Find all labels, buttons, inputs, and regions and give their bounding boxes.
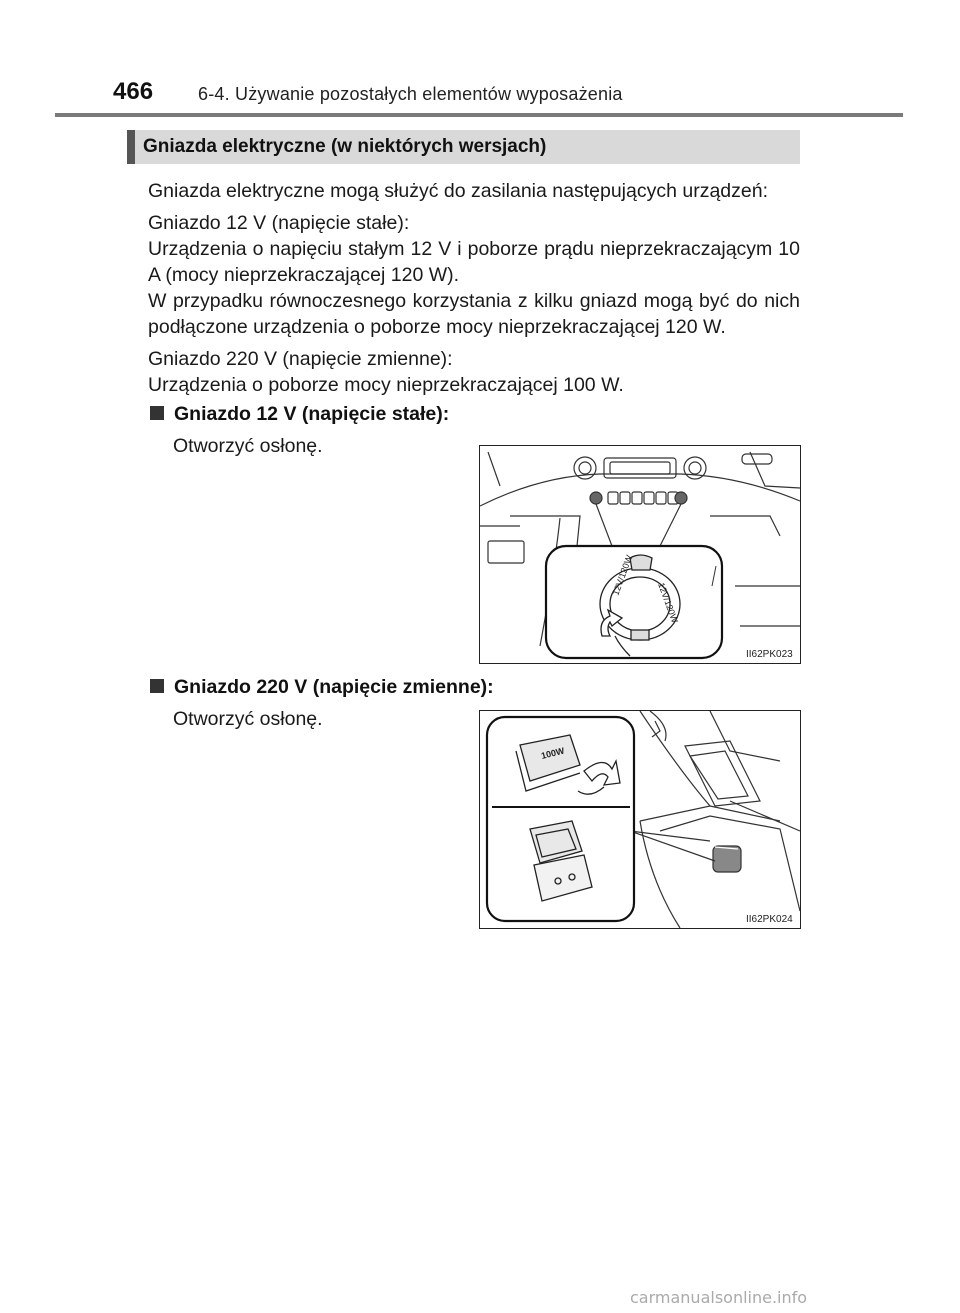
dc-socket-spec-text: Urządzenia o napięciu stałym 12 V i poborze prądu nieprzekraczającym 10 A (mocy nieprzekraczającej 120 W). (148, 238, 800, 286)
section-title: Gniazda elektryczne (w niektórych wersjach) (143, 136, 547, 157)
bullet-square-icon (150, 406, 164, 420)
instruction-open-cover-12v: Otworzyć osłonę. (173, 435, 323, 457)
bullet-square-icon (150, 679, 164, 693)
page-number: 466 (113, 78, 154, 105)
console-illustration (480, 711, 800, 928)
instruction-open-cover-220v: Otworzyć osłonę. (173, 708, 323, 730)
ac-rating-label: 100W (540, 745, 566, 761)
figure-code-220v: II62PK024 (746, 914, 793, 925)
watermark: carmanualsonline.info (630, 1288, 808, 1307)
subsection-heading-220v-label: Gniazdo 220 V (napięcie zmienne): (174, 676, 494, 698)
socket-rating-label-left: 12V/120W (610, 553, 635, 597)
figure-12v-socket (479, 445, 801, 664)
subsection-heading-12v-label: Gniazdo 12 V (napięcie stałe): (174, 403, 450, 425)
intro-paragraph: Gniazda elektryczne mogą służyć do zasilania następujących urządzeń: (148, 180, 769, 202)
dc-socket-heading-text: Gniazdo 12 V (napięcie stałe): (148, 212, 410, 234)
subsection-heading-12v (150, 403, 449, 426)
running-title: 6-4. Używanie pozostałych elementów wyposażenia (198, 84, 623, 104)
figure-220v-socket (479, 710, 801, 929)
dc-socket-multi-text: W przypadku równoczesnego korzystania z kilku gniazd mogą być do nich podłączone urządzenia o poborze mocy nieprzekraczającej 120 W. (148, 290, 800, 338)
dashboard-illustration (480, 446, 800, 663)
section-accent (127, 130, 135, 164)
ac-socket-spec-text: Urządzenia o poborze mocy nieprzekraczającej 100 W. (148, 374, 624, 396)
subsection-heading-220v (150, 676, 494, 699)
socket-rating-label-right: 12V/120W (656, 581, 680, 625)
section-heading-bar (127, 130, 800, 164)
page-header (0, 0, 960, 120)
figure-code-12v: II62PK023 (746, 649, 793, 660)
ac-socket-heading-text: Gniazdo 220 V (napięcie zmienne): (148, 348, 453, 370)
header-rule (55, 113, 903, 117)
